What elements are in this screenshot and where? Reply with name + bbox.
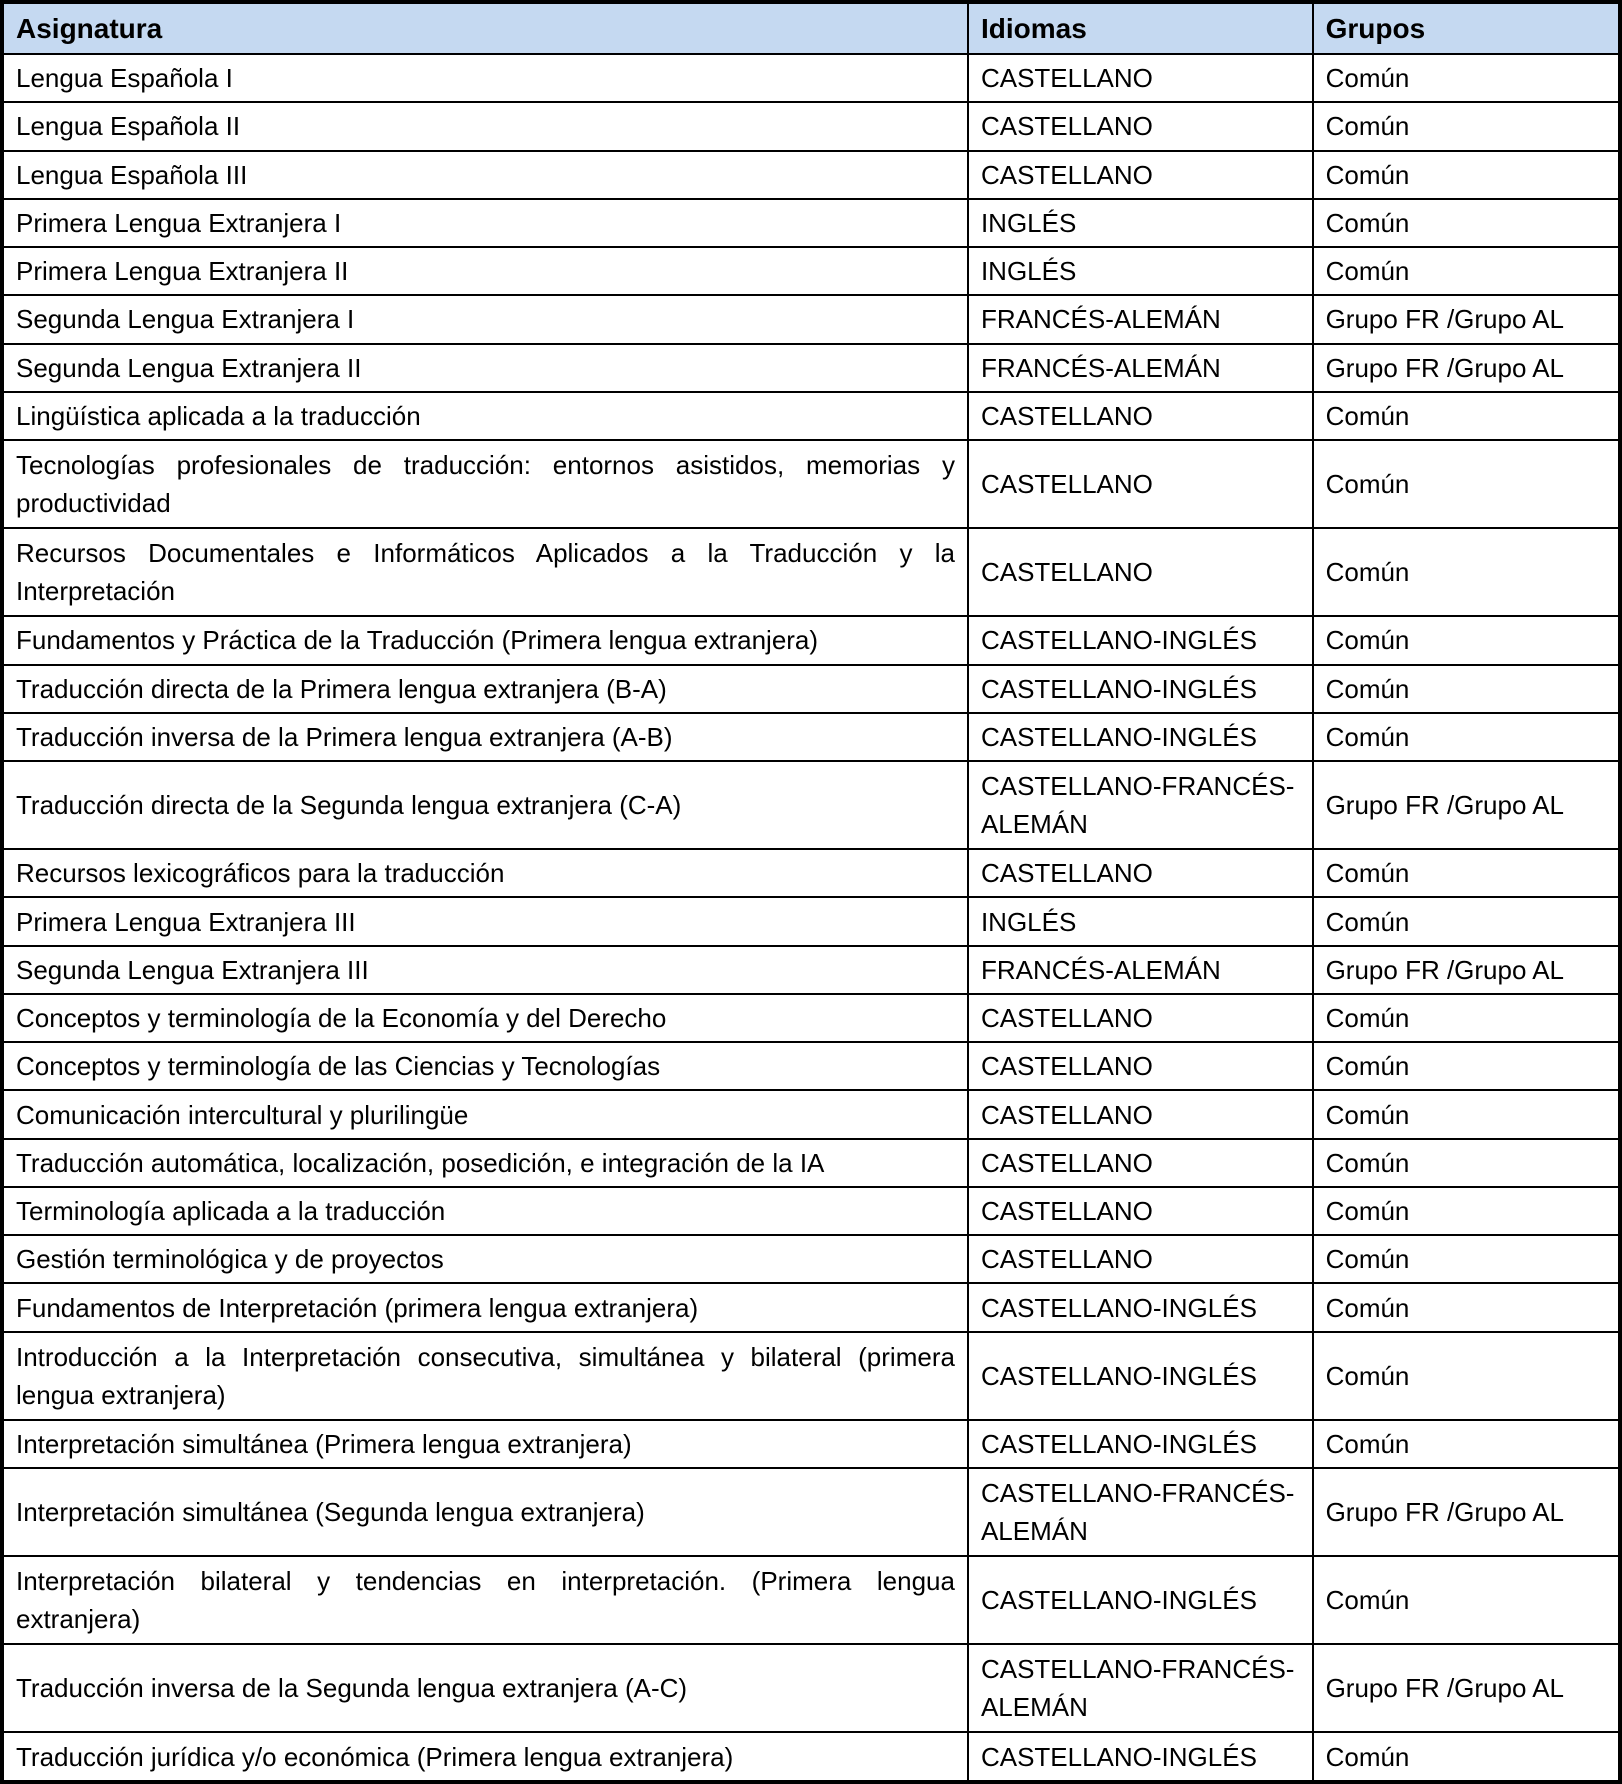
table-row: [2, 199, 1620, 247]
grupos-cell: Grupo FR /Grupo AL: [1313, 295, 1620, 343]
grupos-cell: Grupo FR /Grupo AL: [1313, 946, 1620, 994]
grupos-cell: Común: [1313, 392, 1620, 440]
table-row: [2, 151, 1620, 199]
asignatura-cell: Segunda Lengua Extranjera II: [2, 344, 968, 392]
grupos-cell: Común: [1313, 1090, 1620, 1138]
idiomas-cell: INGLÉS: [968, 199, 1313, 247]
table-row: [2, 247, 1620, 295]
idiomas-cell: CASTELLANO: [968, 1139, 1313, 1187]
asignatura-cell: Lengua Española III: [2, 151, 968, 199]
table-row: [2, 1187, 1620, 1235]
asignatura-cell: Traducción directa de la Primera lengua extranjera (B-A): [2, 665, 968, 713]
asignatura-cell: Terminología aplicada a la traducción: [2, 1187, 968, 1235]
table-row: [2, 1556, 1620, 1644]
idiomas-cell: CASTELLANO: [968, 849, 1313, 897]
idiomas-cell: CASTELLANO: [968, 151, 1313, 199]
grupos-cell: Común: [1313, 665, 1620, 713]
asignatura-cell: Conceptos y terminología de las Ciencias y Tecnologías: [2, 1042, 968, 1090]
table-row: [2, 616, 1620, 664]
grupos-cell: Grupo FR /Grupo AL: [1313, 344, 1620, 392]
table-row: [2, 946, 1620, 994]
table-row: [2, 1042, 1620, 1090]
table-row: [2, 1644, 1620, 1732]
table-row: [2, 1139, 1620, 1187]
idiomas-cell: CASTELLANO: [968, 392, 1313, 440]
grupos-cell: Común: [1313, 199, 1620, 247]
table-row: [2, 1090, 1620, 1138]
idiomas-cell: CASTELLANO-FRANCÉS-ALEMÁN: [968, 1468, 1313, 1556]
idiomas-cell: CASTELLANO-INGLÉS: [968, 1332, 1313, 1420]
grupos-cell: Grupo FR /Grupo AL: [1313, 1468, 1620, 1556]
column-header-grupos: Grupos: [1313, 2, 1620, 54]
asignatura-cell: Traducción inversa de la Segunda lengua extranjera (A-C): [2, 1644, 968, 1732]
idiomas-cell: CASTELLANO: [968, 1090, 1313, 1138]
table-row: [2, 1732, 1620, 1782]
grupos-cell: Común: [1313, 528, 1620, 616]
idiomas-cell: CASTELLANO-INGLÉS: [968, 665, 1313, 713]
idiomas-cell: CASTELLANO: [968, 54, 1313, 102]
grupos-cell: Común: [1313, 849, 1620, 897]
grupos-cell: Común: [1313, 247, 1620, 295]
asignatura-cell: Gestión terminológica y de proyectos: [2, 1235, 968, 1283]
grupos-cell: Común: [1313, 616, 1620, 664]
idiomas-cell: CASTELLANO-INGLÉS: [968, 1732, 1313, 1782]
asignatura-cell: Segunda Lengua Extranjera I: [2, 295, 968, 343]
table-header: [2, 2, 1620, 54]
idiomas-cell: FRANCÉS-ALEMÁN: [968, 344, 1313, 392]
grupos-cell: Común: [1313, 1420, 1620, 1468]
asignatura-cell: Traducción automática, localización, posedición, e integración de la IA: [2, 1139, 968, 1187]
asignatura-cell: Interpretación simultánea (Segunda lengua extranjera): [2, 1468, 968, 1556]
grupos-cell: Común: [1313, 994, 1620, 1042]
asignatura-cell: Fundamentos y Práctica de la Traducción (Primera lengua extranjera): [2, 616, 968, 664]
grupos-cell: Común: [1313, 440, 1620, 528]
table-row: [2, 102, 1620, 150]
table-row: [2, 897, 1620, 945]
asignatura-cell: Traducción jurídica y/o económica (Primera lengua extranjera): [2, 1732, 968, 1782]
asignatura-cell: Fundamentos de Interpretación (primera lengua extranjera): [2, 1283, 968, 1331]
asignatura-cell: Comunicación intercultural y plurilingüe: [2, 1090, 968, 1138]
grupos-cell: Grupo FR /Grupo AL: [1313, 1644, 1620, 1732]
asignatura-cell: Interpretación simultánea (Primera lengua extranjera): [2, 1420, 968, 1468]
asignatura-cell: Recursos Documentales e Informáticos Aplicados a la Traducción y la Interpretación: [2, 528, 968, 616]
asignatura-cell: Primera Lengua Extranjera III: [2, 897, 968, 945]
grupos-cell: Común: [1313, 1283, 1620, 1331]
grupos-cell: Común: [1313, 1235, 1620, 1283]
asignatura-cell: Tecnologías profesionales de traducción: entornos asistidos, memorias y productividad: [2, 440, 968, 528]
table-row: [2, 1283, 1620, 1331]
grupos-cell: Común: [1313, 1042, 1620, 1090]
idiomas-cell: CASTELLANO: [968, 1187, 1313, 1235]
grupos-cell: Común: [1313, 713, 1620, 761]
table-row: [2, 849, 1620, 897]
idiomas-cell: CASTELLANO-INGLÉS: [968, 1556, 1313, 1644]
grupos-cell: Común: [1313, 102, 1620, 150]
idiomas-cell: CASTELLANO-INGLÉS: [968, 1420, 1313, 1468]
grupos-cell: Grupo FR /Grupo AL: [1313, 761, 1620, 849]
table-row: [2, 994, 1620, 1042]
idiomas-cell: CASTELLANO: [968, 440, 1313, 528]
asignatura-cell: Recursos lexicográficos para la traducción: [2, 849, 968, 897]
idiomas-cell: CASTELLANO: [968, 102, 1313, 150]
asignatura-cell: Primera Lengua Extranjera II: [2, 247, 968, 295]
idiomas-cell: CASTELLANO-INGLÉS: [968, 616, 1313, 664]
grupos-cell: Común: [1313, 151, 1620, 199]
grupos-cell: Común: [1313, 1139, 1620, 1187]
column-header-idiomas: Idiomas: [968, 2, 1313, 54]
asignatura-cell: Segunda Lengua Extranjera III: [2, 946, 968, 994]
table-body: [2, 54, 1620, 1782]
table-row: [2, 713, 1620, 761]
table-row: [2, 344, 1620, 392]
asignatura-cell: Interpretación bilateral y tendencias en interpretación. (Primera lengua extranjera): [2, 1556, 968, 1644]
grupos-cell: Común: [1313, 1556, 1620, 1644]
asignatura-cell: Lengua Española II: [2, 102, 968, 150]
idiomas-cell: FRANCÉS-ALEMÁN: [968, 946, 1313, 994]
idiomas-cell: CASTELLANO-FRANCÉS-ALEMÁN: [968, 761, 1313, 849]
idiomas-cell: INGLÉS: [968, 897, 1313, 945]
table-row: [2, 440, 1620, 528]
table-row: [2, 1468, 1620, 1556]
asignatura-cell: Primera Lengua Extranjera I: [2, 199, 968, 247]
header-row: [2, 2, 1620, 54]
asignatura-cell: Lingüística aplicada a la traducción: [2, 392, 968, 440]
table-row: [2, 665, 1620, 713]
grupos-cell: Común: [1313, 54, 1620, 102]
asignatura-cell: Traducción inversa de la Primera lengua extranjera (A-B): [2, 713, 968, 761]
table-row: [2, 528, 1620, 616]
grupos-cell: Común: [1313, 1732, 1620, 1782]
table-row: [2, 1235, 1620, 1283]
asignatura-cell: Lengua Española I: [2, 54, 968, 102]
idiomas-cell: CASTELLANO: [968, 528, 1313, 616]
idiomas-cell: CASTELLANO-INGLÉS: [968, 713, 1313, 761]
column-header-asignatura: Asignatura: [2, 2, 968, 54]
idiomas-cell: FRANCÉS-ALEMÁN: [968, 295, 1313, 343]
table-row: [2, 295, 1620, 343]
table-row: [2, 54, 1620, 102]
grupos-cell: Común: [1313, 897, 1620, 945]
asignatura-cell: Traducción directa de la Segunda lengua extranjera (C-A): [2, 761, 968, 849]
table-row: [2, 1332, 1620, 1420]
idiomas-cell: INGLÉS: [968, 247, 1313, 295]
table-row: [2, 392, 1620, 440]
asignatura-cell: Introducción a la Interpretación consecutiva, simultánea y bilateral (primera lengua extranjera): [2, 1332, 968, 1420]
asignatura-cell: Conceptos y terminología de la Economía y del Derecho: [2, 994, 968, 1042]
grupos-cell: Común: [1313, 1187, 1620, 1235]
idiomas-cell: CASTELLANO: [968, 1235, 1313, 1283]
idiomas-cell: CASTELLANO-FRANCÉS-ALEMÁN: [968, 1644, 1313, 1732]
grupos-cell: Común: [1313, 1332, 1620, 1420]
idiomas-cell: CASTELLANO-INGLÉS: [968, 1283, 1313, 1331]
idiomas-cell: CASTELLANO: [968, 994, 1313, 1042]
idiomas-cell: CASTELLANO: [968, 1042, 1313, 1090]
table-row: [2, 1420, 1620, 1468]
table-row: [2, 761, 1620, 849]
